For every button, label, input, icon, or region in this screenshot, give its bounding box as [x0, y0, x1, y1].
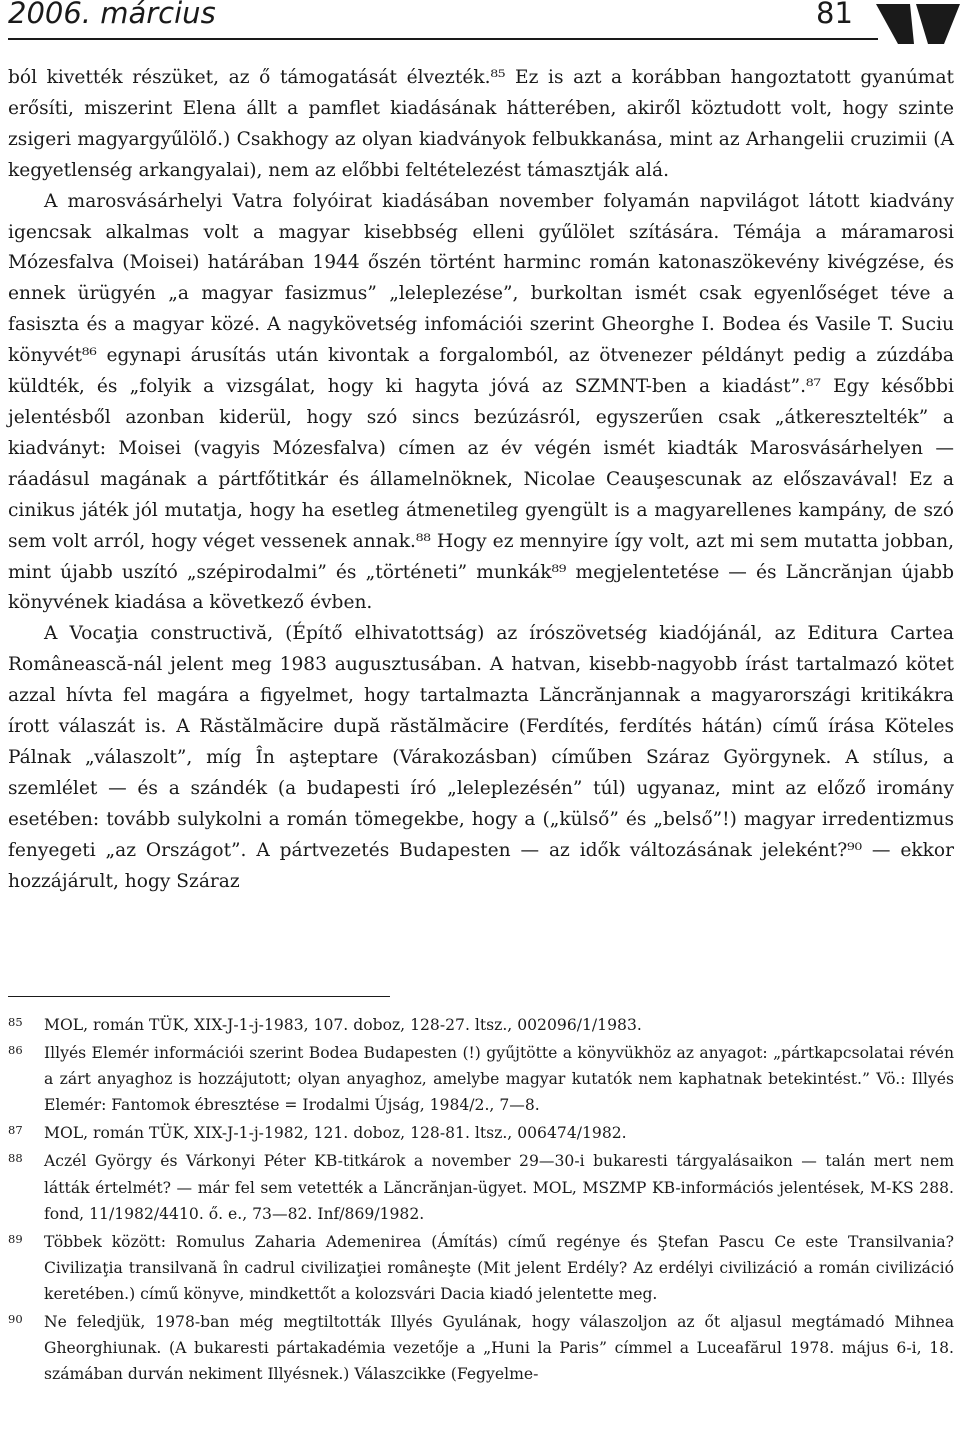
page-header [8, 0, 958, 46]
footnote-number: 88 [8, 1151, 23, 1166]
header-date: 2006. március [8, 0, 216, 30]
footnote-number: 85 [8, 1015, 23, 1029]
footnote-number: 86 [8, 1043, 23, 1058]
footnote-text: MOL, román TÜK, XIX-J-1-j-1982, 121. doboz, 128-81. ltsz., 006474/1982. [44, 1124, 627, 1143]
footnote-text: Aczél György és Várkonyi Péter KB-titkárok a november 29—30-i bukaresti tárgyalásaikon — talán mert nem látták értelmét? — már fel sem vetették a Lăncrănjan-ügyet. MOL, MSZMP KB-információs jelentések, M-KS 288. fond, 11/1982/4410. ő. e., 73—82. Inf/869/1982. [44, 1152, 954, 1223]
page-number: 81 [816, 0, 853, 30]
footnote-88 [8, 1148, 954, 1226]
footnote-number: 90 [8, 1312, 23, 1327]
footnote-number: 89 [8, 1231, 23, 1246]
footnote-89 [8, 1229, 954, 1307]
footnote-text: Ne feledjük, 1978-ban még megtiltották Illyés Gyulának, hogy válaszoljon az őt aljasul megtámadó Mihnea Gheorghiunak. (A bukaresti pártakadémia vezetője a „Huni la Paris” címmel a Luceafărul 1978. május 6-i, 18. számában durván nekiment Illyésnek.) Válaszcikke (Fegyelme- [44, 1313, 954, 1384]
footnote-87 [8, 1120, 954, 1146]
footnote-85 [8, 1012, 954, 1038]
paragraph-1: ból kivették részüket, az ő támogatását élvezték.⁸⁵ Ez is azt a korábban hangoztatott gyanúmat erősíti, miszerint Elena állt a pamflet kiadásának hátterében, akiről köztudott volt, hogy szinte zsigeri magyargyűlölő.) Csakhogy az olyan kiadványok felbukkanása, mint az Arhangelii cruzimii (A kegyetlenség arkangyalai), nem az előbbi feltételezést támasztják alá. [8, 67, 954, 181]
footnote-separator [8, 996, 390, 997]
footnote-text: Többek között: Romulus Zaharia Ademenirea (Ámítás) című regénye és Ştefan Pascu Ce este Transilvania? Civilizaţia transilvană în cadrul civilizaţiei româneşte (Mit jelent Erdély? Az erdélyi civilizáció a román civilizáció keretében.) című könyve, mindkettőt a kolozsvári Dacia kiadó jelentette meg. [44, 1232, 954, 1303]
paragraph-2: A marosvásárhelyi Vatra folyóirat kiadásában november folyamán napvilágot látott kiadvány igencsak alkalmas volt a magyar kisebbség elleni gyűlölet szítására. Témája a máramarosi Mózesfalva (Moisei) határában 1944 őszén történt harminc román katonaszökevény kivégzése, és ennek ürügyén „a magyar fasizmus” „leleplezése”, burkoltan ismét csak egyenlőséget téve a fasiszta és a magyar közé. A nagykövetség infomációi szerint Gheorghe I. Bodea és Vasile T. Suciu könyvét⁸⁶ egynapi árusítás után kivontak a forgalomból, az ötvenezer példányt pedig a zúzdába küldték, és „folyik a vizsgálat, hogy ki hagyta jóvá az SZMNT-ben a kiadást”.⁸⁷ Egy későbbi jelentésből azonban kiderül, hogy szó sincs bezúzásról, egyszerűen csak „átkeresztelték” a kiadványt: Moisei (vagyis Mózesfalva) címen az év végén ismét kiadták Marosvásárhelyen — ráadásul magának a pártfőtitkár és államelnöknek, Nicolae Ceauşescunak az előszavával! Ez a cinikus játék jól mutatja, hogy ha esetleg átmenetileg gyengült is a magyarellenes kampány, de szó sem volt arról, hogy véget vessenek annak.⁸⁸ Hogy ez mennyire így volt, azt mi sem mutatta jobban, mint újabb uszító „szépirodalmi” és „történeti” munkák⁸⁹ megjelentetése — és Lăncrănjan újabb könyvének kiadása a következő évben. [8, 190, 954, 614]
paragraph-3: A Vocaţia constructivă, (Építő elhivatottság) az írószövetség kiadójánál, az Editura Cartea Românească-nál jelent meg 1983 augusztusában. A hatvan, kisebb-nagyobb írást tartalmazó kötet azzal hívta fel magára a figyelmet, hogy tartalmazta Lăncrănjannak a magyarországi kritikákra írott válaszát is. A Răstălmăcire după răstălmăcire (Ferdítés, ferdítés hátán) című írása Köteles Pálnak „válaszolt”, míg În aşteptare (Várakozásban) címűben Száraz Györgynek. A stílus, a szemlélet — és a szándék (a budapesti író „leleplezésén” túl) ugyanaz, mint az előző iromány esetében: tovább sulykolni a román tömegekbe, hogy a („külső” és „belső”!) magyar irredentizmus fenyegeti „az Országot”. A pártvezetés Budapesten — az idők változásának jeleként?⁹⁰ — ekkor hozzájárult, hogy Száraz [8, 623, 954, 892]
journal-logo-icon [876, 4, 960, 44]
footnote-number: 87 [8, 1123, 23, 1138]
footnote-text: MOL, román TÜK, XIX-J-1-j-1983, 107. doboz, 128-27. ltsz., 002096/1/1983. [44, 1016, 642, 1034]
main-text [8, 63, 954, 897]
header-rule [8, 38, 878, 40]
footnote-86 [8, 1040, 954, 1118]
footnote-90 [8, 1309, 954, 1387]
footnotes [8, 1012, 954, 1389]
footnote-text: Illyés Elemér információi szerint Bodea Budapesten (!) gyűjtötte a könyvükhöz az anyagot: „pártkapcsolatai révén a zárt anyaghoz is hozzájutott; olyan anyaghoz, amelybe magyar kutatók nem kaphatnak betekintést.” Vö.: Illyés Elemér: Fantomok ébresztése = Irodalmi Újság, 1984/2., 7—8. [44, 1044, 954, 1115]
